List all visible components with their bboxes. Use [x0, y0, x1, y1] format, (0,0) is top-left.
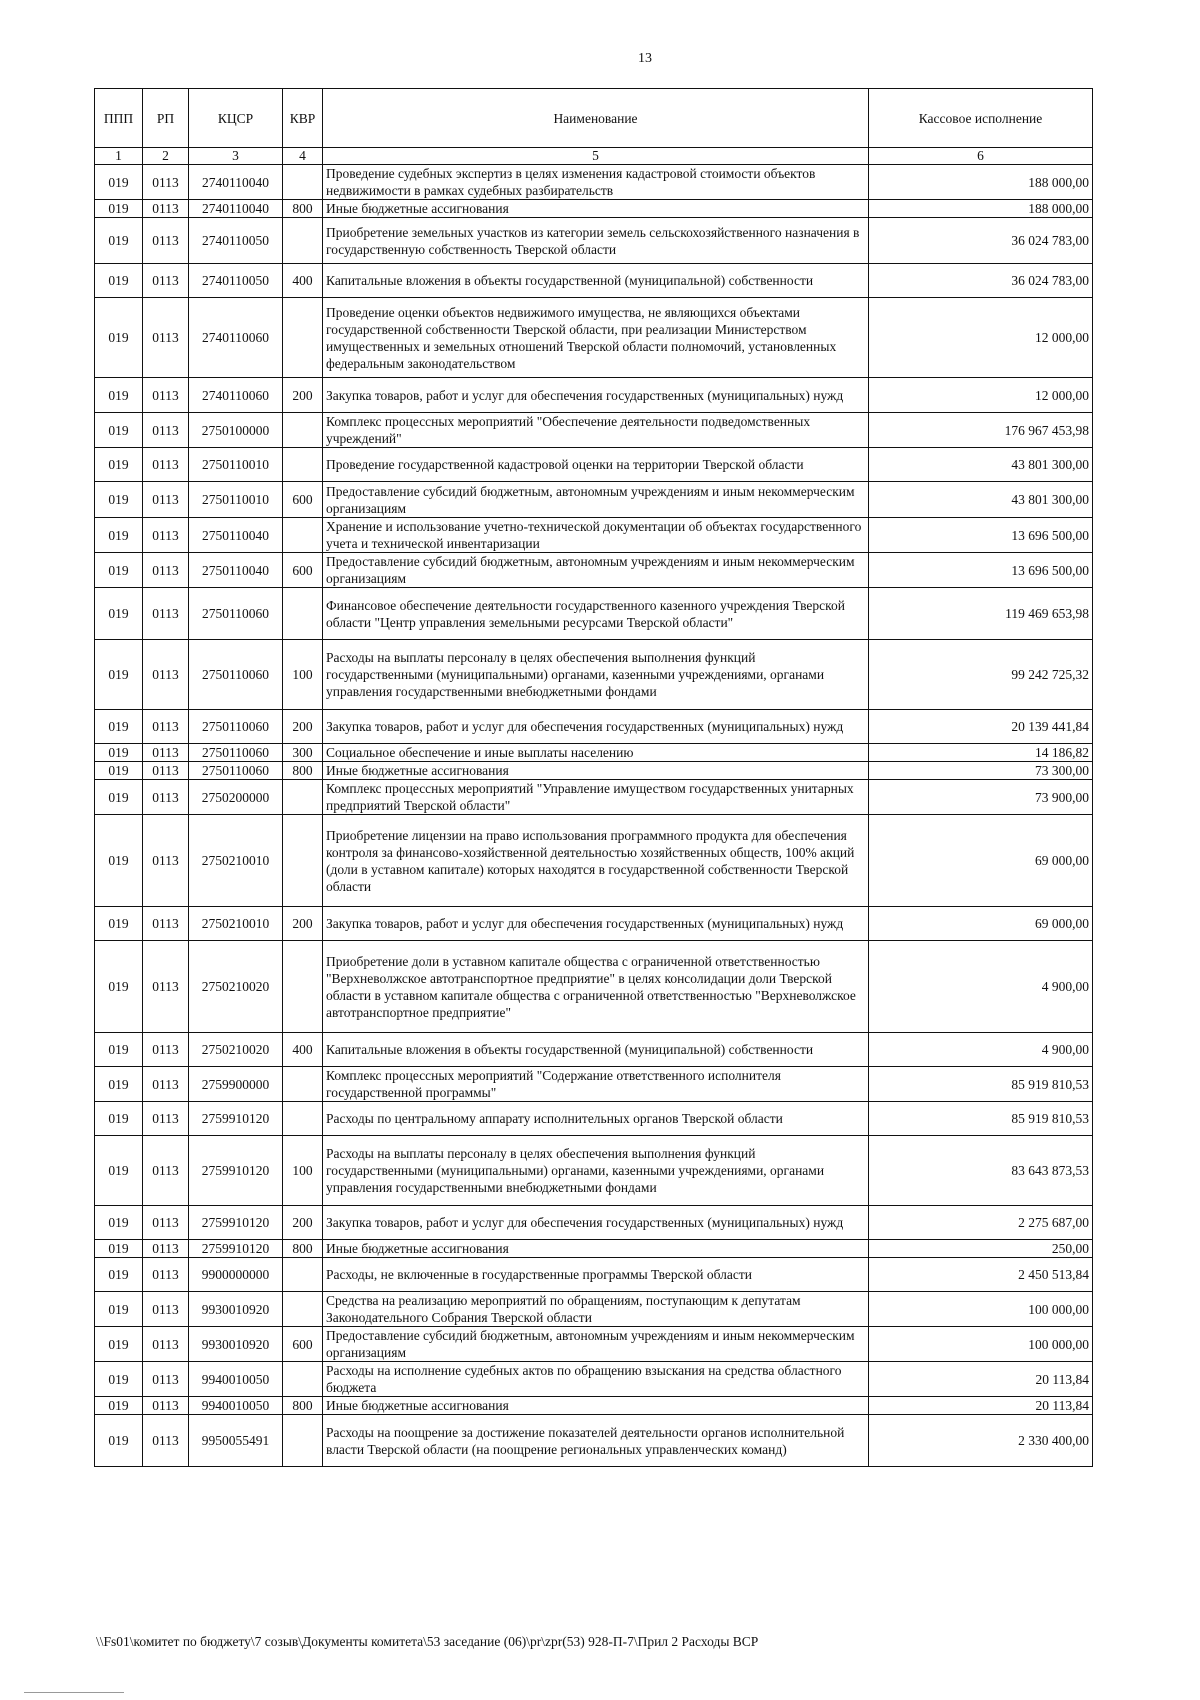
- cell-kvr: 800: [283, 1397, 323, 1415]
- cell-kvr: [283, 1102, 323, 1136]
- table-row: [95, 1067, 1093, 1102]
- cell-name: Капитальные вложения в объекты государственной (муниципальной) собственности: [323, 264, 869, 298]
- cell-rp: 0113: [143, 1240, 189, 1258]
- cell-amount: 99 242 725,32: [869, 640, 1093, 710]
- file-path-footer: \\Fs01\комитет по бюджету\7 созыв\Документы комитета\53 заседание (06)\pr\zpr(53) 928-П-7\Прил 2 Расходы ВСР: [96, 1634, 759, 1649]
- cell-amount: 100 000,00: [869, 1292, 1093, 1327]
- cell-name: Приобретение доли в уставном капитале общества с ограниченной ответственностью "Верхневолжское автотранспортное предприятие" в целях консолидации доли Тверской области в уставном капитале общества с ограниченной ответственностью "Верхневолжское автотранспортное предприятие": [323, 941, 869, 1033]
- cell-ppp: 019: [95, 762, 143, 780]
- cell-rp: 0113: [143, 1292, 189, 1327]
- cell-kvr: [283, 218, 323, 264]
- table-row: [95, 941, 1093, 1033]
- cell-ppp: 019: [95, 1067, 143, 1102]
- cell-kcsr: 2750210010: [189, 907, 283, 941]
- cell-ppp: 019: [95, 744, 143, 762]
- header-kvr: КВР: [283, 89, 323, 148]
- table-row: [95, 1397, 1093, 1415]
- cell-kvr: 100: [283, 640, 323, 710]
- cell-kvr: 200: [283, 378, 323, 413]
- cell-kvr: 400: [283, 1033, 323, 1067]
- cell-rp: 0113: [143, 1033, 189, 1067]
- cell-kvr: [283, 588, 323, 640]
- cell-name: Расходы на выплаты персоналу в целях обеспечения выполнения функций государственными (муниципальными) органами, казенными учреждениями, органами управления государственными внебюджетными фондами: [323, 640, 869, 710]
- cell-kvr: [283, 780, 323, 815]
- cell-ppp: 019: [95, 1033, 143, 1067]
- cell-name: Хранение и использование учетно-технической документации об объектах государственного учета и технической инвентаризации: [323, 518, 869, 553]
- cell-name: Проведение оценки объектов недвижимого имущества, не являющихся объектами государственной собственности Тверской области, при реализации Министерством имущественных и земельных отношений Тверской области полномочий, установленных федеральным законодательством: [323, 298, 869, 378]
- cell-name: Финансовое обеспечение деятельности государственного казенного учреждения Тверской области "Центр управления земельными ресурсами Тверской области": [323, 588, 869, 640]
- cell-name: Расходы, не включенные в государственные программы Тверской области: [323, 1258, 869, 1292]
- cell-kvr: [283, 1415, 323, 1467]
- cell-amount: 36 024 783,00: [869, 218, 1093, 264]
- cell-kvr: 100: [283, 1136, 323, 1206]
- table-row: [95, 1206, 1093, 1240]
- cell-ppp: 019: [95, 218, 143, 264]
- cell-name: Проведение судебных экспертиз в целях изменения кадастровой стоимости объектов недвижимости в рамках судебных разбирательств: [323, 165, 869, 200]
- cell-kcsr: 9900000000: [189, 1258, 283, 1292]
- cell-name: Закупка товаров, работ и услуг для обеспечения государственных (муниципальных) нужд: [323, 378, 869, 413]
- cell-amount: 176 967 453,98: [869, 413, 1093, 448]
- cell-kcsr: 2750110060: [189, 710, 283, 744]
- cell-kcsr: 2750110060: [189, 640, 283, 710]
- cell-name: Комплекс процессных мероприятий "Содержание ответственного исполнителя государственной программы": [323, 1067, 869, 1102]
- cell-kcsr: 2750110060: [189, 588, 283, 640]
- table-row: [95, 378, 1093, 413]
- cell-ppp: 019: [95, 1240, 143, 1258]
- cell-amount: 73 900,00: [869, 780, 1093, 815]
- table-row: [95, 518, 1093, 553]
- cell-rp: 0113: [143, 1206, 189, 1240]
- cell-ppp: 019: [95, 298, 143, 378]
- cell-kcsr: 9940010050: [189, 1362, 283, 1397]
- cell-kcsr: 2750110060: [189, 762, 283, 780]
- cell-kcsr: 2750210010: [189, 815, 283, 907]
- cell-ppp: 019: [95, 780, 143, 815]
- cell-name: Закупка товаров, работ и услуг для обеспечения государственных (муниципальных) нужд: [323, 1206, 869, 1240]
- cell-rp: 0113: [143, 1258, 189, 1292]
- cell-amount: 188 000,00: [869, 200, 1093, 218]
- cell-amount: 2 450 513,84: [869, 1258, 1093, 1292]
- table-row: [95, 1136, 1093, 1206]
- cell-name: Капитальные вложения в объекты государственной (муниципальной) собственности: [323, 1033, 869, 1067]
- cell-kvr: 600: [283, 1327, 323, 1362]
- cell-kcsr: 2759910120: [189, 1136, 283, 1206]
- table-row: [95, 780, 1093, 815]
- cell-kvr: 600: [283, 553, 323, 588]
- cell-rp: 0113: [143, 907, 189, 941]
- cell-amount: 12 000,00: [869, 298, 1093, 378]
- header-amount: Кассовое исполнение: [869, 89, 1093, 148]
- cell-kcsr: 2750110010: [189, 482, 283, 518]
- cell-kvr: [283, 298, 323, 378]
- table-row: [95, 1415, 1093, 1467]
- cell-name: Социальное обеспечение и иные выплаты населению: [323, 744, 869, 762]
- cell-kvr: [283, 413, 323, 448]
- cell-name: Комплекс процессных мероприятий "Управление имуществом государственных унитарных предприятий Тверской области": [323, 780, 869, 815]
- cell-amount: 20 113,84: [869, 1362, 1093, 1397]
- cell-amount: 2 275 687,00: [869, 1206, 1093, 1240]
- cell-kcsr: 9950055491: [189, 1415, 283, 1467]
- cell-kcsr: 2740110060: [189, 378, 283, 413]
- cell-name: Проведение государственной кадастровой оценки на территории Тверской области: [323, 448, 869, 482]
- cell-ppp: 019: [95, 165, 143, 200]
- cell-amount: 119 469 653,98: [869, 588, 1093, 640]
- cell-rp: 0113: [143, 518, 189, 553]
- cell-kvr: 300: [283, 744, 323, 762]
- cell-kvr: [283, 1258, 323, 1292]
- cell-name: Иные бюджетные ассигнования: [323, 1397, 869, 1415]
- cell-kvr: [283, 815, 323, 907]
- table-row: [95, 200, 1093, 218]
- cell-ppp: 019: [95, 640, 143, 710]
- column-number: 4: [283, 148, 323, 165]
- column-number: 6: [869, 148, 1093, 165]
- table-row: [95, 640, 1093, 710]
- cell-name: Закупка товаров, работ и услуг для обеспечения государственных (муниципальных) нужд: [323, 907, 869, 941]
- table-row: [95, 588, 1093, 640]
- cell-rp: 0113: [143, 941, 189, 1033]
- cell-kvr: 200: [283, 1206, 323, 1240]
- cell-kcsr: 2750200000: [189, 780, 283, 815]
- cell-ppp: 019: [95, 907, 143, 941]
- cell-name: Иные бюджетные ассигнования: [323, 200, 869, 218]
- cell-name: Предоставление субсидий бюджетным, автономным учреждениям и иным некоммерческим организациям: [323, 1327, 869, 1362]
- table-row: [95, 1258, 1093, 1292]
- cell-rp: 0113: [143, 1327, 189, 1362]
- cell-rp: 0113: [143, 1415, 189, 1467]
- cell-kvr: 800: [283, 1240, 323, 1258]
- cell-name: Иные бюджетные ассигнования: [323, 762, 869, 780]
- table-row: [95, 165, 1093, 200]
- cell-kcsr: 2750110040: [189, 553, 283, 588]
- cell-amount: 12 000,00: [869, 378, 1093, 413]
- cell-rp: 0113: [143, 218, 189, 264]
- cell-ppp: 019: [95, 1327, 143, 1362]
- cell-amount: 85 919 810,53: [869, 1067, 1093, 1102]
- cell-ppp: 019: [95, 588, 143, 640]
- header-rp: РП: [143, 89, 189, 148]
- cell-kvr: [283, 165, 323, 200]
- table-row: [95, 710, 1093, 744]
- cell-kvr: [283, 1067, 323, 1102]
- table-row: [95, 553, 1093, 588]
- cell-amount: 2 330 400,00: [869, 1415, 1093, 1467]
- table-body: [95, 165, 1093, 1467]
- cell-name: Приобретение земельных участков из категории земель сельскохозяйственного назначения в государственную собственность Тверской области: [323, 218, 869, 264]
- cell-amount: 83 643 873,53: [869, 1136, 1093, 1206]
- cell-kcsr: 9930010920: [189, 1292, 283, 1327]
- table-row: [95, 1327, 1093, 1362]
- budget-table: [94, 88, 1093, 1467]
- cell-name: Средства на реализацию мероприятий по обращениям, поступающим к депутатам Законодательного Собрания Тверской области: [323, 1292, 869, 1327]
- cell-ppp: 019: [95, 710, 143, 744]
- cell-kvr: [283, 941, 323, 1033]
- cell-kcsr: 2750110040: [189, 518, 283, 553]
- cell-ppp: 019: [95, 482, 143, 518]
- cell-ppp: 019: [95, 1397, 143, 1415]
- cell-rp: 0113: [143, 815, 189, 907]
- cell-amount: 13 696 500,00: [869, 518, 1093, 553]
- cell-kvr: [283, 518, 323, 553]
- cell-kvr: 800: [283, 762, 323, 780]
- cell-kvr: 400: [283, 264, 323, 298]
- cell-kcsr: 9940010050: [189, 1397, 283, 1415]
- cell-rp: 0113: [143, 448, 189, 482]
- cell-name: Комплекс процессных мероприятий "Обеспечение деятельности подведомственных учреждений": [323, 413, 869, 448]
- cell-kvr: 800: [283, 200, 323, 218]
- cell-name: Приобретение лицензии на право использования программного продукта для обеспечения контроля за финансово-хозяйственной деятельностью хозяйственных обществ, 100% акций (доли в уставном капитале) которых находятся в государственной собственности Тверской области: [323, 815, 869, 907]
- cell-ppp: 019: [95, 1362, 143, 1397]
- cell-rp: 0113: [143, 165, 189, 200]
- cell-amount: 20 113,84: [869, 1397, 1093, 1415]
- cell-amount: 69 000,00: [869, 815, 1093, 907]
- cell-amount: 188 000,00: [869, 165, 1093, 200]
- cell-rp: 0113: [143, 744, 189, 762]
- cell-ppp: 019: [95, 264, 143, 298]
- cell-amount: 100 000,00: [869, 1327, 1093, 1362]
- cell-kcsr: 2750210020: [189, 941, 283, 1033]
- table-row: [95, 1033, 1093, 1067]
- column-number: 2: [143, 148, 189, 165]
- cell-ppp: 019: [95, 1102, 143, 1136]
- cell-rp: 0113: [143, 762, 189, 780]
- cell-ppp: 019: [95, 413, 143, 448]
- table-row: [95, 907, 1093, 941]
- cell-ppp: 019: [95, 1415, 143, 1467]
- cell-amount: 36 024 783,00: [869, 264, 1093, 298]
- cell-rp: 0113: [143, 553, 189, 588]
- cell-kcsr: 2750100000: [189, 413, 283, 448]
- cell-rp: 0113: [143, 264, 189, 298]
- table-row: [95, 1292, 1093, 1327]
- cell-rp: 0113: [143, 413, 189, 448]
- cell-name: Предоставление субсидий бюджетным, автономным учреждениям и иным некоммерческим организациям: [323, 553, 869, 588]
- cell-ppp: 019: [95, 518, 143, 553]
- table-row: [95, 815, 1093, 907]
- table-row: [95, 448, 1093, 482]
- cell-ppp: 019: [95, 1258, 143, 1292]
- cell-kcsr: 2740110050: [189, 218, 283, 264]
- cell-rp: 0113: [143, 640, 189, 710]
- cell-rp: 0113: [143, 588, 189, 640]
- cell-rp: 0113: [143, 482, 189, 518]
- cell-amount: 20 139 441,84: [869, 710, 1093, 744]
- cell-ppp: 019: [95, 448, 143, 482]
- header-kcsr: КЦСР: [189, 89, 283, 148]
- cell-amount: 85 919 810,53: [869, 1102, 1093, 1136]
- cell-rp: 0113: [143, 1362, 189, 1397]
- cell-amount: 4 900,00: [869, 1033, 1093, 1067]
- cell-ppp: 019: [95, 815, 143, 907]
- cell-ppp: 019: [95, 200, 143, 218]
- cell-kcsr: 2759910120: [189, 1102, 283, 1136]
- cell-amount: 250,00: [869, 1240, 1093, 1258]
- cell-kvr: [283, 1362, 323, 1397]
- table-row: [95, 1240, 1093, 1258]
- cell-rp: 0113: [143, 1102, 189, 1136]
- column-number-row: [95, 148, 1093, 165]
- table-row: [95, 744, 1093, 762]
- cell-rp: 0113: [143, 710, 189, 744]
- cell-kcsr: 2750110010: [189, 448, 283, 482]
- cell-amount: 43 801 300,00: [869, 448, 1093, 482]
- table-row: [95, 1102, 1093, 1136]
- cell-amount: 4 900,00: [869, 941, 1093, 1033]
- cell-amount: 13 696 500,00: [869, 553, 1093, 588]
- cell-kvr: 600: [283, 482, 323, 518]
- cell-rp: 0113: [143, 298, 189, 378]
- cell-ppp: 019: [95, 553, 143, 588]
- cell-name: Закупка товаров, работ и услуг для обеспечения государственных (муниципальных) нужд: [323, 710, 869, 744]
- cell-name: Предоставление субсидий бюджетным, автономным учреждениям и иным некоммерческим организациям: [323, 482, 869, 518]
- cell-ppp: 019: [95, 941, 143, 1033]
- cell-rp: 0113: [143, 1067, 189, 1102]
- cell-name: Расходы по центральному аппарату исполнительных органов Тверской области: [323, 1102, 869, 1136]
- cell-kcsr: 2740110040: [189, 165, 283, 200]
- cell-amount: 69 000,00: [869, 907, 1093, 941]
- table-row: [95, 1362, 1093, 1397]
- table-row: [95, 413, 1093, 448]
- table-row: [95, 482, 1093, 518]
- cell-kvr: 200: [283, 907, 323, 941]
- cell-kcsr: 2740110060: [189, 298, 283, 378]
- cell-ppp: 019: [95, 1136, 143, 1206]
- cell-kvr: [283, 448, 323, 482]
- cell-kcsr: 2740110050: [189, 264, 283, 298]
- bottom-rule: [24, 1692, 124, 1693]
- cell-ppp: 019: [95, 1292, 143, 1327]
- cell-rp: 0113: [143, 1136, 189, 1206]
- header-row: [95, 89, 1093, 148]
- cell-kcsr: 2759910120: [189, 1206, 283, 1240]
- header-ppp: ППП: [95, 89, 143, 148]
- table-row: [95, 218, 1093, 264]
- table-row: [95, 298, 1093, 378]
- page-number: 13: [638, 51, 652, 66]
- cell-amount: 43 801 300,00: [869, 482, 1093, 518]
- cell-kcsr: 2740110040: [189, 200, 283, 218]
- cell-rp: 0113: [143, 780, 189, 815]
- header-name: Наименование: [323, 89, 869, 148]
- cell-rp: 0113: [143, 1397, 189, 1415]
- table-row: [95, 762, 1093, 780]
- cell-kvr: 200: [283, 710, 323, 744]
- cell-ppp: 019: [95, 378, 143, 413]
- cell-name: Расходы на поощрение за достижение показателей деятельности органов исполнительной власти Тверской области (на поощрение региональных управленческих команд): [323, 1415, 869, 1467]
- cell-kcsr: 2750110060: [189, 744, 283, 762]
- cell-name: Иные бюджетные ассигнования: [323, 1240, 869, 1258]
- cell-ppp: 019: [95, 1206, 143, 1240]
- table-row: [95, 264, 1093, 298]
- cell-name: Расходы на выплаты персоналу в целях обеспечения выполнения функций государственными (муниципальными) органами, казенными учреждениями, органами управления государственными внебюджетными фондами: [323, 1136, 869, 1206]
- cell-amount: 73 300,00: [869, 762, 1093, 780]
- cell-kvr: [283, 1292, 323, 1327]
- cell-rp: 0113: [143, 378, 189, 413]
- cell-kcsr: 2759900000: [189, 1067, 283, 1102]
- cell-kcsr: 2759910120: [189, 1240, 283, 1258]
- cell-kcsr: 2750210020: [189, 1033, 283, 1067]
- column-number: 1: [95, 148, 143, 165]
- column-number: 5: [323, 148, 869, 165]
- cell-name: Расходы на исполнение судебных актов по обращению взыскания на средства областного бюджета: [323, 1362, 869, 1397]
- cell-rp: 0113: [143, 200, 189, 218]
- column-number: 3: [189, 148, 283, 165]
- cell-amount: 14 186,82: [869, 744, 1093, 762]
- cell-kcsr: 9930010920: [189, 1327, 283, 1362]
